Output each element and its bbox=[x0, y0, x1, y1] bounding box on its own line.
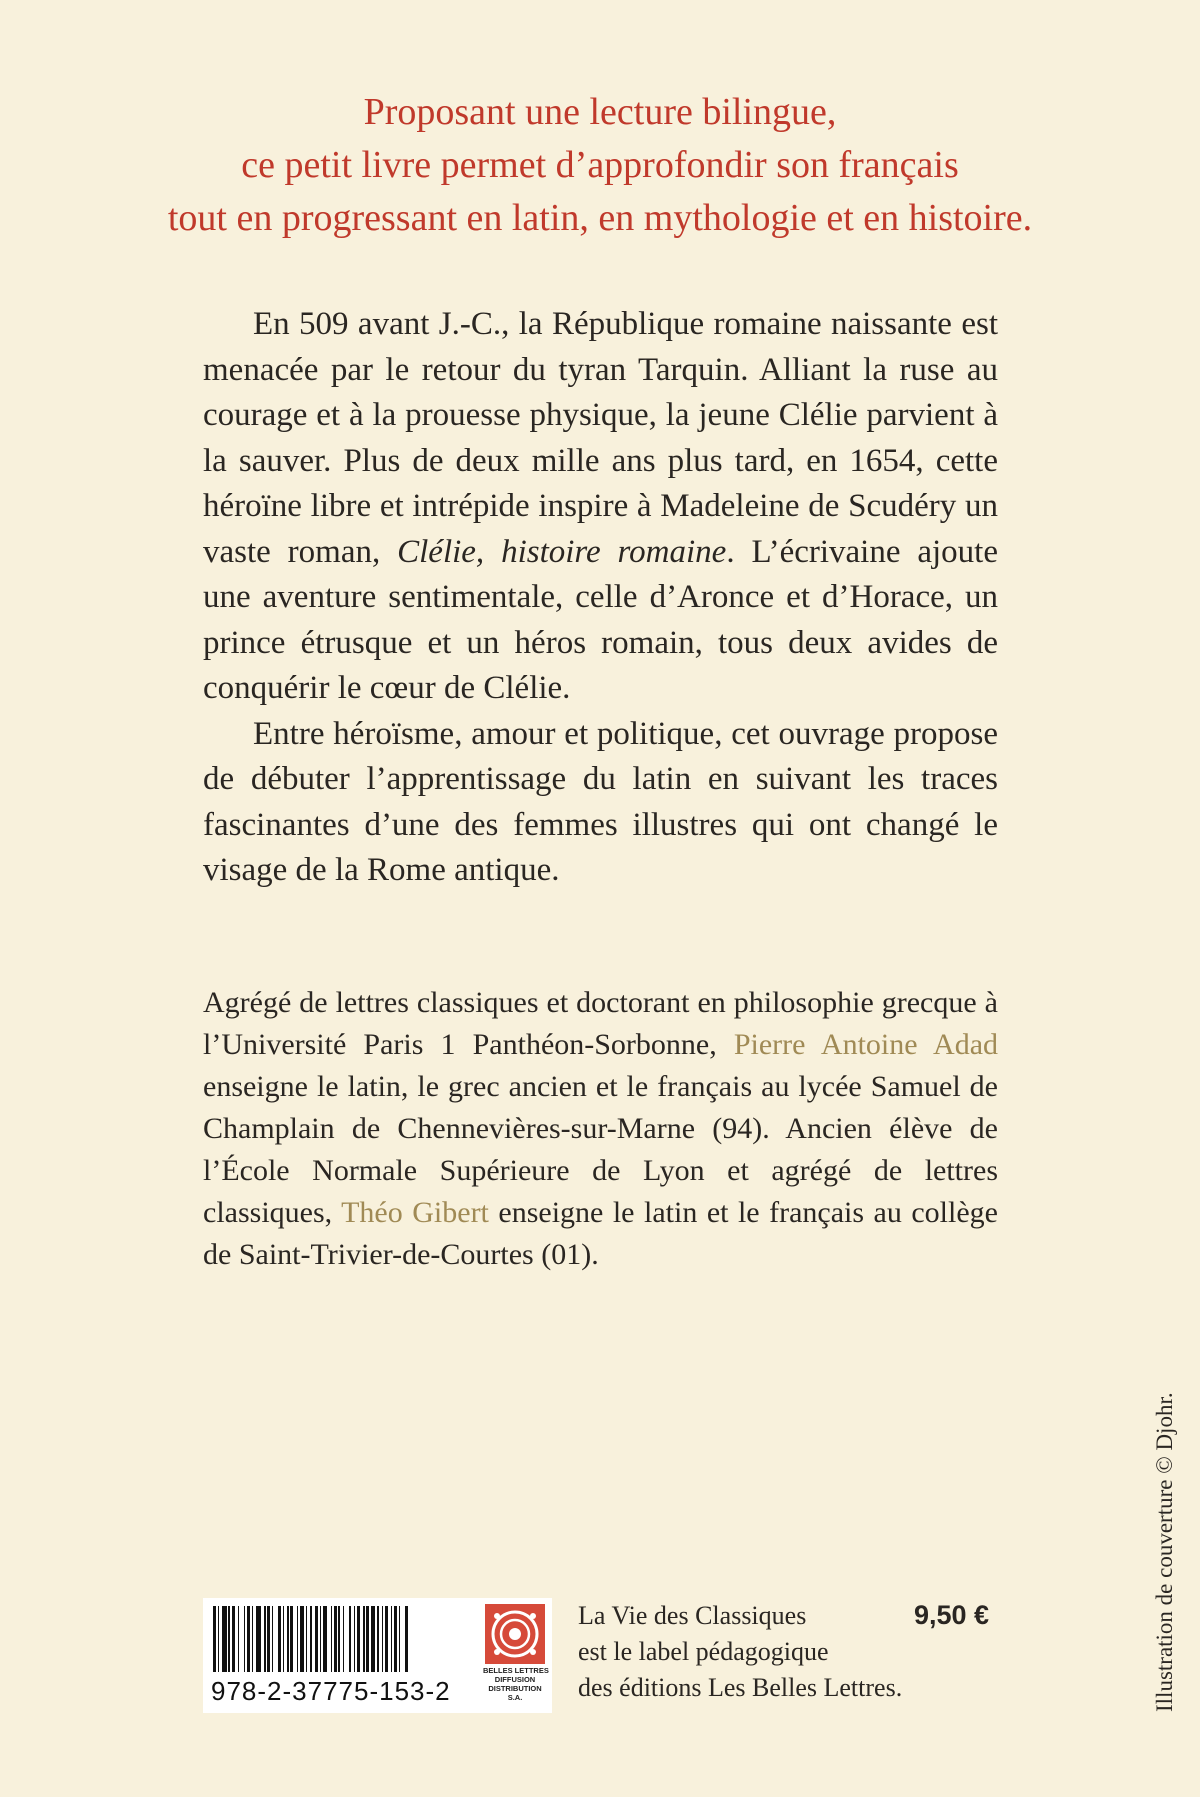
summary-paragraph-2: Entre héroïsme, amour et politique, cet ouvrage propose de débuter l’apprentissage du latin en suivant les traces fascinantes d’une des femmes illustres qui ont changé le visage de la Rome antique. bbox=[203, 715, 998, 888]
label-line: La Vie des Classiques bbox=[578, 1601, 807, 1630]
tagline-line: ce petit livre permet d’approfondir son français bbox=[241, 144, 959, 186]
tagline bbox=[100, 86, 1100, 245]
book-summary bbox=[203, 302, 998, 894]
price: 9,50 € bbox=[914, 1600, 990, 1630]
distributor-line: DISTRIBUTION bbox=[488, 1684, 542, 1693]
bio-text: Agrégé de lettres classiques et doctorant en philosophie grecque à l’Université Paris 1 Panthéon-Sorbonne, bbox=[203, 986, 998, 1061]
distributor-line: DIFFUSION bbox=[494, 1675, 536, 1684]
author-bio bbox=[203, 982, 998, 1276]
publisher-logo-icon bbox=[485, 1604, 545, 1664]
summary-text: En 509 avant J.-C., la République romaine naissante est menacée par le retour du tyran Tarquin. Alliant la ruse au courage et à la prouesse physique, la jeune Clélie parvient à la sauver. Plus de deux mille ans plus tard, en 1654, cette héroïne libre et intrépide inspire à Madeleine de Scudéry un vaste roman, bbox=[203, 306, 998, 570]
barcode-bar bbox=[408, 1606, 410, 1672]
distributor-label bbox=[483, 1666, 547, 1702]
cover-credit: Illustration de couverture © Djohr. bbox=[1152, 1392, 1177, 1712]
barcode-box bbox=[203, 1598, 552, 1713]
bio-text: enseigne le latin, le grec ancien et le français au lycée Samuel de Champlain de Chennevières-sur-Marne (94). Ancien élève de l’École Normale Supérieure de Lyon et agrégé de lettres classiques, bbox=[203, 1070, 998, 1229]
summary-paragraph-1 bbox=[203, 302, 998, 712]
distributor-line: S.A. bbox=[507, 1693, 523, 1702]
isbn-number: 978-2-37775-153-2 bbox=[211, 1676, 451, 1706]
author-name-2: Théo Gibert bbox=[341, 1196, 489, 1229]
tagline-line: Proposant une lecture bilingue, bbox=[363, 91, 837, 133]
novel-title: Clélie, histoire romaine bbox=[397, 533, 727, 570]
author-bio-paragraph bbox=[203, 982, 998, 1276]
barcode-bars bbox=[213, 1606, 468, 1672]
author-name-1: Pierre Antoine Adad bbox=[733, 1028, 999, 1061]
collection-label bbox=[578, 1598, 902, 1706]
summary-text: . L’écrivaine ajoute une aventure sentimentale, celle d’Aronce et d’Horace, un prince étrusque et un héros romain, tous deux avides de conquérir le cœur de Clélie. bbox=[203, 533, 999, 706]
label-line: des éditions Les Belles Lettres. bbox=[578, 1673, 903, 1702]
label-line: est le label pédagogique bbox=[578, 1637, 829, 1666]
bio-text: enseigne le latin et le français au collège de Saint-Trivier-de-Courtes (01). bbox=[203, 1196, 998, 1271]
distributor-line: BELLES LETTRES bbox=[483, 1666, 549, 1675]
tagline-line: tout en progressant en latin, en mythologie et en histoire. bbox=[167, 197, 1033, 239]
